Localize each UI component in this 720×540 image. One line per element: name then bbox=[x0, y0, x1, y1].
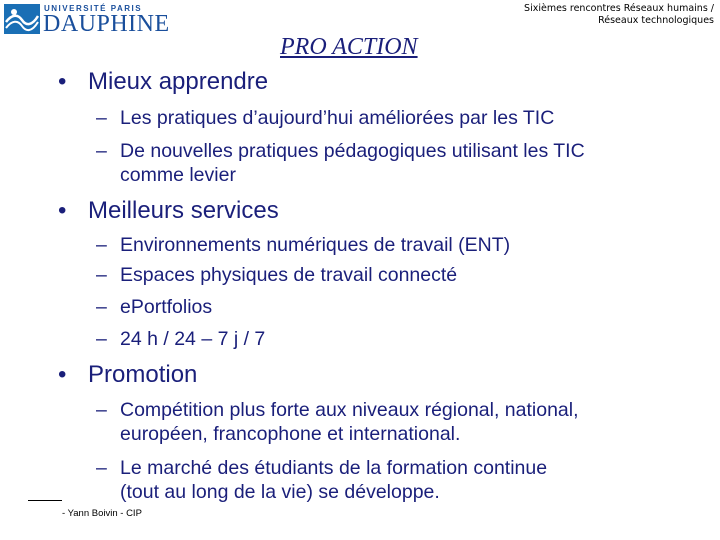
wave-emblem-icon bbox=[4, 4, 40, 34]
sub-item-line: 24 h / 24 – 7 j / 7 bbox=[120, 328, 266, 350]
bullet-promotion bbox=[58, 361, 197, 389]
conference-line-1: Sixièmes rencontres Réseaux humains / bbox=[524, 3, 714, 14]
sub-item-text bbox=[120, 139, 700, 187]
bullet-heading: Meilleurs services bbox=[88, 197, 279, 224]
bullet-heading: Promotion bbox=[88, 361, 198, 388]
logo-name: DAUPHINE bbox=[43, 11, 170, 37]
sub-item-text bbox=[120, 106, 700, 130]
bullet-dot: • bbox=[58, 361, 67, 388]
university-logo bbox=[4, 4, 170, 37]
slide-title: PRO ACTION bbox=[280, 34, 418, 60]
sub-item-line: (tout au long de la vie) se développe. bbox=[120, 481, 440, 503]
dash-marker: – bbox=[96, 234, 107, 256]
sub-item-line: ePortfolios bbox=[120, 296, 213, 318]
sub-item-line: Environnements numériques de travail (ENT) bbox=[120, 234, 511, 256]
logo-university-line: UNIVERSITÉ PARIS bbox=[44, 4, 143, 13]
dash-marker: – bbox=[96, 140, 107, 162]
sub-item-line: Les pratiques d’aujourd’hui améliorées par les TIC bbox=[120, 107, 555, 129]
bullet-mieux-apprendre bbox=[58, 68, 268, 96]
bullet-meilleurs-services bbox=[58, 197, 279, 225]
dash-marker: – bbox=[96, 328, 107, 350]
footer-divider bbox=[28, 500, 62, 501]
dash-marker: – bbox=[96, 107, 107, 129]
bullet-dot: • bbox=[58, 68, 67, 95]
sub-item-line: européen, francophone et international. bbox=[120, 423, 461, 445]
sub-item-text bbox=[120, 327, 700, 351]
logo-mark-icon bbox=[4, 4, 40, 34]
footer-author: - Yann Boivin - CIP bbox=[62, 508, 142, 519]
sub-item-text bbox=[120, 456, 700, 504]
dash-marker: – bbox=[96, 296, 107, 318]
bullet-heading: Mieux apprendre bbox=[88, 68, 269, 95]
bullet-dot: • bbox=[58, 197, 67, 224]
sub-item-line: Compétition plus forte aux niveaux régional, national, bbox=[120, 399, 579, 421]
dash-marker: – bbox=[96, 264, 107, 286]
sub-item-line: Espaces physiques de travail connecté bbox=[120, 264, 458, 286]
dash-marker: – bbox=[96, 399, 107, 421]
dash-marker: – bbox=[96, 457, 107, 479]
sub-item-line: Le marché des étudiants de la formation continue bbox=[120, 457, 548, 479]
sub-item-line: De nouvelles pratiques pédagogiques utilisant les TIC bbox=[120, 140, 585, 162]
conference-header bbox=[454, 3, 714, 27]
conference-line-2: Réseaux technologiques bbox=[598, 15, 714, 26]
sub-item-text bbox=[120, 233, 700, 257]
sub-item-text bbox=[120, 398, 700, 446]
sub-item-line: comme levier bbox=[120, 164, 236, 186]
sub-item-text bbox=[120, 263, 700, 287]
sub-item-text bbox=[120, 295, 700, 319]
